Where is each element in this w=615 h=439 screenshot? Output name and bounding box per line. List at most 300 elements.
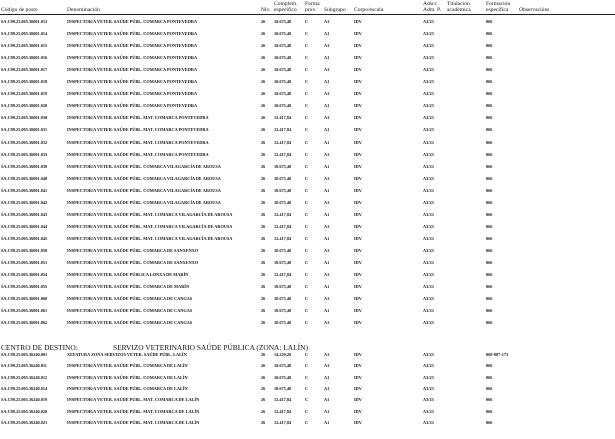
position-level: 26: [261, 91, 266, 97]
position-name: INSPECTOR/A VETER. SAÚDE PÚBL. MAT. COMARCA VILAGARCÍA DE AROUSA: [67, 211, 233, 217]
position-complement: 12.417,84: [274, 408, 292, 414]
position-provision: C: [305, 211, 309, 217]
position-provision: C: [305, 397, 309, 403]
header-observacions: Observacións: [519, 7, 550, 13]
position-subgroup: A1: [324, 19, 330, 24]
position-subgroup: A1: [324, 115, 330, 121]
position-name: INSPECTOR/A VETER. SAÚDE PÚBL. MAT. COMARCA PONTEVEDRA: [67, 151, 209, 157]
table-row: [0, 67, 615, 73]
position-code: SA.C99.25.005.36001.043: [1, 211, 48, 217]
table-row: [0, 164, 615, 170]
position-provision: C: [305, 115, 309, 121]
position-code: SA.C99.25.005.36001.032: [1, 139, 48, 145]
table-row: [0, 79, 615, 85]
position-complement: 12.417,84: [274, 127, 292, 133]
position-training: 066: [486, 284, 493, 290]
table-row: [0, 212, 615, 218]
position-code: SA.C99.25.005.36001.017: [1, 67, 48, 73]
position-training: 066: [486, 247, 493, 253]
position-subgroup: A1: [324, 397, 330, 403]
position-provision: C: [305, 163, 309, 169]
position-adscription: A3/23: [423, 91, 434, 97]
position-subgroup: A1: [324, 374, 330, 380]
position-code: SA.C99.25.005.36001.054: [1, 272, 48, 278]
position-complement: 10.675,40: [274, 103, 292, 109]
table-row: [0, 224, 615, 230]
position-corps: IDV: [354, 79, 362, 85]
position-subgroup: A1: [324, 223, 330, 229]
position-provision: C: [305, 127, 309, 133]
position-adscription: A3/23: [423, 55, 434, 61]
position-corps: IDV: [354, 199, 362, 205]
position-subgroup: A1: [324, 363, 330, 369]
position-code: SA.C99.25.005.36001.014: [1, 31, 48, 37]
position-complement: 12.417,84: [274, 419, 292, 425]
table-row: [0, 248, 615, 254]
position-subgroup: A1: [324, 296, 330, 302]
position-training: 066: [486, 163, 493, 169]
table-row: [0, 43, 615, 49]
table-row: [0, 308, 615, 314]
position-code: SA.C99.25.005.36001.013: [1, 19, 48, 24]
position-provision: C: [305, 55, 309, 61]
table-row: [0, 386, 615, 392]
table-row: [0, 19, 615, 25]
position-adscription: A3/23: [423, 363, 434, 369]
position-subgroup: A1: [324, 139, 330, 145]
position-adscription: A3/23: [423, 419, 434, 425]
position-corps: IDV: [354, 385, 362, 391]
table-row: [0, 55, 615, 61]
position-adscription: A3/23: [423, 374, 434, 380]
position-code: SA.C99.25.005.36001.020: [1, 103, 48, 109]
position-provision: C: [305, 284, 309, 290]
position-corps: IDV: [354, 397, 362, 403]
position-level: 26: [261, 67, 266, 73]
position-training: 066: [486, 363, 493, 369]
position-subgroup: A1: [324, 43, 330, 49]
position-provision: C: [305, 272, 309, 278]
position-adscription: A3/23: [423, 296, 434, 302]
position-adscription: A3/23: [423, 175, 434, 181]
position-code: SA.C99.25.005.36001.045: [1, 235, 48, 241]
position-subgroup: A1: [324, 408, 330, 414]
table-row: [0, 409, 615, 415]
position-corps: IDV: [354, 103, 362, 109]
position-corps: IDV: [354, 211, 362, 217]
position-training: 066: [486, 211, 493, 217]
position-subgroup: A1: [324, 79, 330, 85]
position-complement: 12.417,84: [274, 211, 292, 217]
position-code: SA.C99.25.005.36001.019: [1, 91, 48, 97]
position-complement: 14.220,28: [274, 352, 292, 357]
position-corps: IDV: [354, 55, 362, 61]
position-training: 066: [486, 385, 493, 391]
table-row: [0, 188, 615, 194]
header-corpo: Corpo/escala: [354, 7, 384, 13]
position-level: 26: [261, 320, 266, 326]
position-training: 066: [486, 55, 493, 61]
table-row: [0, 127, 615, 133]
position-level: 26: [261, 127, 266, 133]
header-subgrupo: Subgrupo: [324, 7, 346, 13]
position-name: INSPECTOR/A VETER. SAÚDE PÚBL. COMARCA DE SANXENXO: [67, 260, 199, 265]
header-adscripcion: Adscr. Adm. P.: [423, 1, 441, 14]
position-complement: 10.675,40: [274, 43, 292, 49]
position-adscription: A3/23: [423, 151, 434, 157]
position-level: 26: [261, 272, 266, 278]
position-adscription: A3/23: [423, 408, 434, 414]
position-training: 066: [486, 187, 493, 193]
position-provision: C: [305, 91, 309, 97]
position-provision: C: [305, 235, 309, 241]
centro-destino-label: CENTRO DE DESTINO:: [1, 343, 78, 352]
position-name: INSPECTOR/A VETER. SAÚDE PÚBL. COMARCA DE CANGAS: [67, 308, 193, 314]
position-subgroup: A1: [324, 235, 330, 241]
position-corps: IDV: [354, 91, 362, 97]
header-titulacion: Titulación académica: [447, 1, 471, 14]
position-provision: C: [305, 103, 309, 109]
position-code: SA.C99.25.005.36240.001: [1, 352, 48, 357]
position-code: SA.C99.25.005.36001.050: [1, 247, 48, 253]
position-training: 066: [486, 139, 493, 145]
position-adscription: A3/23: [423, 103, 434, 109]
position-code: SA.C99.25.005.36240.021: [1, 419, 48, 425]
position-provision: C: [305, 187, 309, 193]
position-subgroup: A1: [324, 55, 330, 61]
position-corps: IDV: [354, 223, 362, 229]
table-row: [0, 363, 615, 369]
position-name: XEFATURA ZONA SERVIZOS VETER. SAÚDE PÚBL. LALÍN: [67, 352, 187, 357]
position-training: 066: [486, 320, 493, 326]
position-training: 066: [486, 79, 493, 85]
position-adscription: A3/23: [423, 397, 434, 403]
position-corps: IDV: [354, 187, 362, 193]
position-adscription: A3/23: [423, 199, 434, 205]
position-subgroup: A1: [324, 352, 330, 357]
position-code: SA.C99.25.005.36240.014: [1, 385, 48, 391]
position-code: SA.C99.25.005.36240.012: [1, 374, 48, 380]
position-training: 066: [486, 419, 493, 425]
position-corps: IDV: [354, 31, 362, 37]
position-subgroup: A1: [324, 211, 330, 217]
position-corps: IDV: [354, 127, 362, 133]
position-adscription: A3/23: [423, 31, 434, 37]
position-complement: 12.417,84: [274, 235, 292, 241]
position-corps: IDV: [354, 175, 362, 181]
position-name: INSPECTOR/A VETER. SAÚDE PÚBL. COMARCA PONTEVEDRA: [67, 91, 198, 97]
position-provision: C: [305, 352, 309, 357]
table-row: [0, 31, 615, 37]
position-training: 066: [486, 397, 493, 403]
position-training: 066: [486, 374, 493, 380]
position-corps: IDV: [354, 139, 362, 145]
position-adscription: A3/23: [423, 115, 434, 121]
position-code: SA.C99.25.005.36001.016: [1, 55, 48, 61]
position-training: 066: [486, 19, 493, 24]
position-complement: 10.675,40: [274, 55, 292, 61]
table-row: [0, 420, 615, 426]
position-provision: C: [305, 363, 309, 369]
position-provision: C: [305, 223, 309, 229]
position-name: INSPECTOR/A VETER. SAÚDE PÚBLICA LONXA DE MARÍN: [67, 272, 189, 278]
position-adscription: A3/23: [423, 19, 434, 24]
position-level: 26: [261, 408, 266, 414]
position-code: SA.C99.25.005.36001.018: [1, 79, 48, 85]
position-provision: C: [305, 374, 309, 380]
position-provision: C: [305, 199, 309, 205]
position-name: INSPECTOR/A VETER. SAÚDE PÚBL. COMARCA PONTEVEDRA: [67, 103, 198, 109]
position-subgroup: A1: [324, 247, 330, 253]
position-level: 26: [261, 284, 266, 290]
position-complement: 10.675,40: [274, 363, 292, 369]
header-complemento: Complem. específico: [274, 1, 298, 14]
position-code: SA.C99.25.005.36001.031: [1, 127, 48, 133]
position-name: INSPECTOR/A VETER. SAÚDE PÚBL. COMARCA DE CANGAS: [67, 320, 193, 326]
table-row: [0, 91, 615, 97]
centro-destino-value: SERVIZO VETERINARIO SAÚDE PÚBLICA (ZONA: LALÍN): [113, 343, 308, 352]
position-level: 26: [261, 374, 266, 380]
position-name: INSPECTOR/A VETER. SAÚDE PÚBL. MAT. COMARCA DE LALÍN: [67, 397, 200, 403]
position-complement: 12.417,84: [274, 272, 292, 278]
position-training: 066: [486, 31, 493, 37]
position-code: SA.C99.25.005.36240.011: [1, 363, 47, 369]
position-subgroup: A1: [324, 284, 330, 290]
position-adscription: A3/23: [423, 67, 434, 73]
position-complement: 10.675,40: [274, 320, 292, 326]
position-corps: IDV: [354, 284, 362, 290]
position-corps: IDV: [354, 320, 362, 326]
position-provision: C: [305, 419, 309, 425]
position-subgroup: A1: [324, 91, 330, 97]
position-code: SA.C99.25.005.36001.030: [1, 115, 48, 121]
position-level: 26: [261, 43, 266, 49]
position-adscription: A3/23: [423, 139, 434, 145]
position-complement: 12.417,84: [274, 115, 292, 121]
position-level: 26: [261, 352, 266, 357]
position-corps: IDV: [354, 67, 362, 73]
position-provision: C: [305, 31, 309, 37]
table-row: [0, 352, 615, 358]
position-name: INSPECTOR/A VETER. SAÚDE PÚBL. COMARCA PONTEVEDRA: [67, 79, 198, 85]
position-subgroup: A1: [324, 320, 330, 326]
position-code: SA.C99.25.005.36001.042: [1, 199, 48, 205]
table-row: [0, 296, 615, 302]
position-name: INSPECTOR/A VETER. SAÚDE PÚBL. COMARCA DE SANXENXO: [67, 247, 199, 253]
position-training: 066: [486, 43, 493, 49]
position-subgroup: A1: [324, 151, 330, 157]
table-row: [0, 152, 615, 158]
position-name: INSPECTOR/A VETER. SAÚDE PÚBL. COMARCA PONTEVEDRA: [67, 55, 198, 61]
position-code: SA.C99.25.005.36001.060: [1, 296, 48, 302]
position-corps: IDV: [354, 151, 362, 157]
position-name: INSPECTOR/A VETER. SAÚDE PÚBL. MAT. COMARCA DE LALÍN: [67, 408, 200, 414]
position-training: 066: [486, 115, 493, 121]
position-corps: IDV: [354, 115, 362, 121]
position-level: 26: [261, 103, 266, 109]
position-level: 26: [261, 363, 266, 369]
position-training: 066: [486, 67, 493, 73]
position-level: 26: [261, 175, 266, 181]
position-training: 066: [486, 103, 493, 109]
position-corps: IDV: [354, 374, 362, 380]
position-complement: 12.417,84: [274, 223, 292, 229]
position-training: 066: [486, 175, 493, 181]
position-subgroup: A1: [324, 163, 330, 169]
position-corps: IDV: [354, 408, 362, 414]
header-nivel: Nív.: [261, 7, 271, 13]
position-adscription: A3/23: [423, 352, 434, 357]
position-adscription: A3/23: [423, 308, 434, 314]
position-level: 26: [261, 260, 266, 265]
position-subgroup: A1: [324, 67, 330, 73]
position-code: SA.C99.25.005.36240.020: [1, 408, 48, 414]
position-corps: IDV: [354, 19, 362, 24]
position-name: INSPECTOR/A VETER. SAÚDE PÚBL. COMARCA VILAGARCÍA DE AROUSA: [67, 163, 221, 169]
table-row: [0, 397, 615, 403]
header-denominacion: Denominación: [67, 7, 100, 13]
position-adscription: A3/23: [423, 43, 434, 49]
position-name: INSPECTOR/A VETER. SAÚDE PÚBL. MAT. COMARCA PONTEVEDRA: [67, 115, 209, 121]
table-row: [0, 176, 615, 182]
table-row: [0, 115, 615, 121]
position-provision: C: [305, 385, 309, 391]
position-level: 26: [261, 187, 266, 193]
position-adscription: A3/23: [423, 247, 434, 253]
position-provision: C: [305, 175, 309, 181]
position-adscription: A3/23: [423, 235, 434, 241]
position-complement: 10.675,40: [274, 91, 292, 97]
table-row: [0, 320, 615, 326]
position-code: SA.C99.25.005.36001.062: [1, 320, 48, 326]
position-provision: C: [305, 408, 309, 414]
position-name: INSPECTOR/A VETER. SAÚDE PÚBL. COMARCA PONTEVEDRA: [67, 19, 198, 24]
position-subgroup: A1: [324, 199, 330, 205]
position-level: 26: [261, 211, 266, 217]
position-provision: C: [305, 247, 309, 253]
position-level: 26: [261, 247, 266, 253]
position-subgroup: A1: [324, 260, 330, 265]
position-training: 066: [486, 223, 493, 229]
position-name: INSPECTOR/A VETER. SAÚDE PÚBL. COMARCA PONTEVEDRA: [67, 31, 198, 37]
header-formacion: Formación específica: [486, 1, 511, 14]
position-provision: C: [305, 79, 309, 85]
position-name: INSPECTOR/A VETER. SAÚDE PÚBL. COMARCA VILAGARCÍA DE AROUSA: [67, 187, 221, 193]
position-provision: C: [305, 320, 309, 326]
table-row: [0, 103, 615, 109]
position-subgroup: A1: [324, 385, 330, 391]
position-subgroup: A1: [324, 103, 330, 109]
position-corps: IDV: [354, 260, 362, 265]
position-subgroup: A1: [324, 175, 330, 181]
position-level: 26: [261, 223, 266, 229]
position-complement: 12.417,84: [274, 151, 292, 157]
position-corps: IDV: [354, 296, 362, 302]
position-complement: 10.675,40: [274, 260, 292, 265]
position-level: 26: [261, 55, 266, 61]
position-adscription: A3/23: [423, 320, 434, 326]
position-subgroup: A1: [324, 308, 330, 314]
position-name: INSPECTOR/A VETER. SAÚDE PÚBL. MAT. COMARCA PONTEVEDRA: [67, 127, 209, 133]
position-level: 26: [261, 79, 266, 85]
position-name: INSPECTOR/A VETER. SAÚDE PÚBL. COMARCA DE MARÍN: [67, 284, 190, 290]
position-complement: 10.675,40: [274, 199, 292, 205]
position-training: 066: [486, 308, 493, 314]
position-adscription: A3/23: [423, 272, 434, 278]
position-name: INSPECTOR/A VETER. SAÚDE PÚBL. COMARCA VILAGARCÍA DE AROUSA: [67, 199, 221, 205]
position-subgroup: A1: [324, 127, 330, 133]
table-row: [0, 140, 615, 146]
position-name: INSPECTOR/A VETER. SAÚDE PÚBL. COMARCA PONTEVEDRA: [67, 43, 198, 49]
position-training: 066: [486, 199, 493, 205]
position-training: 066: [486, 408, 493, 414]
position-level: 26: [261, 385, 266, 391]
position-name: INSPECTOR/A VETER. SAÚDE PÚBL. MAT. COMARCA DE LALÍN: [67, 419, 200, 425]
position-code: SA.C99.25.005.36001.039: [1, 163, 48, 169]
position-provision: C: [305, 260, 309, 265]
position-adscription: A3/23: [423, 223, 434, 229]
position-level: 26: [261, 151, 266, 157]
position-name: INSPECTOR/A VETER. SAÚDE PÚBL. COMARCA DE LALÍN: [67, 385, 188, 391]
table-row: [0, 236, 615, 242]
position-level: 26: [261, 235, 266, 241]
position-complement: 10.675,40: [274, 67, 292, 73]
position-adscription: A3/23: [423, 385, 434, 391]
header-forma: Forma prov.: [305, 1, 320, 14]
position-corps: IDV: [354, 247, 362, 253]
header-codigo: Código de posto: [1, 7, 38, 13]
position-complement: 10.675,40: [274, 187, 292, 193]
position-level: 26: [261, 308, 266, 314]
position-level: 26: [261, 397, 266, 403]
position-corps: IDV: [354, 363, 362, 369]
position-code: SA.C99.25.005.36240.019: [1, 397, 48, 403]
position-code: SA.C99.25.005.36001.041: [1, 187, 48, 193]
position-name: INSPECTOR/A VETER. SAÚDE PÚBL. MAT. COMARCA VILAGARCÍA DE AROUSA: [67, 235, 233, 241]
position-name: INSPECTOR/A VETER. SAÚDE PÚBL. MAT. COMARCA VILAGARCÍA DE AROUSA: [67, 223, 233, 229]
table-row: [0, 375, 615, 381]
position-subgroup: A1: [324, 272, 330, 278]
position-name: INSPECTOR/A VETER. SAÚDE PÚBL. MAT. COMARCA PONTEVEDRA: [67, 139, 209, 145]
position-level: 26: [261, 163, 266, 169]
position-provision: C: [305, 139, 309, 145]
position-complement: 10.675,40: [274, 247, 292, 253]
position-complement: 10.675,40: [274, 284, 292, 290]
header-rule: [0, 14, 615, 15]
position-training: 066: [486, 272, 493, 278]
position-training: 066: [486, 260, 493, 265]
position-training: 066: [486, 151, 493, 157]
position-provision: C: [305, 67, 309, 73]
position-complement: 10.675,40: [274, 31, 292, 37]
position-training: 066: [486, 91, 493, 97]
position-provision: C: [305, 43, 309, 49]
position-subgroup: A1: [324, 31, 330, 37]
position-complement: 12.417,84: [274, 397, 292, 403]
position-adscription: A3/23: [423, 284, 434, 290]
position-name: INSPECTOR/A VETER. SAÚDE PÚBL. COMARCA DE LALÍN: [67, 374, 188, 380]
position-adscription: A3/23: [423, 211, 434, 217]
position-provision: C: [305, 308, 309, 314]
position-provision: C: [305, 151, 309, 157]
position-complement: 10.675,40: [274, 308, 292, 314]
position-adscription: A3/23: [423, 187, 434, 193]
position-provision: C: [305, 19, 309, 24]
position-subgroup: A1: [324, 187, 330, 193]
position-training: 066: [486, 296, 493, 302]
position-level: 26: [261, 31, 266, 37]
position-corps: IDV: [354, 352, 362, 357]
